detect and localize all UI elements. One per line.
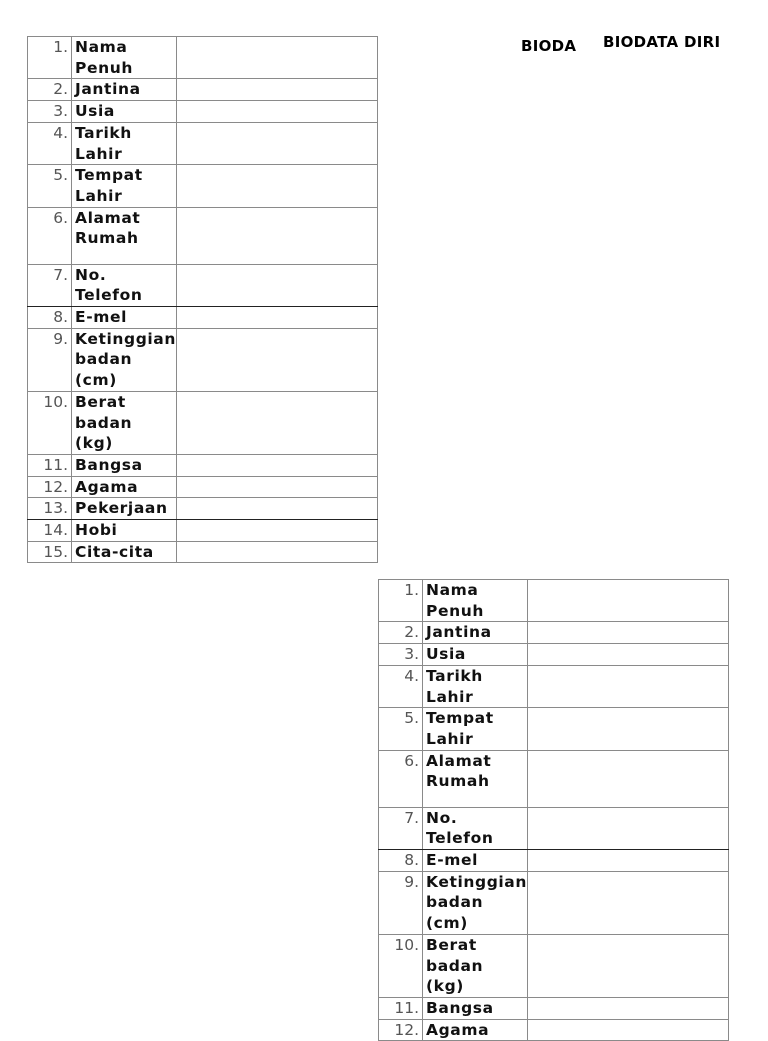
row-label: No. Telefon — [72, 264, 177, 306]
row-label: Hobi — [72, 520, 177, 542]
row-label: Tarikh Lahir — [423, 665, 528, 707]
row-value-cell[interactable] — [177, 307, 378, 329]
table-row — [379, 1019, 729, 1041]
table-row — [379, 807, 729, 849]
row-number: 12. — [28, 476, 72, 498]
row-label: E-mel — [72, 307, 177, 329]
row-number: 14. — [28, 520, 72, 542]
row-number: 7. — [28, 264, 72, 306]
table-row — [28, 122, 378, 164]
row-label: E-mel — [423, 850, 528, 872]
row-value-cell[interactable] — [528, 750, 729, 807]
row-label: Nama Penuh — [72, 37, 177, 79]
row-value-cell[interactable] — [528, 665, 729, 707]
row-label: Jantina — [72, 79, 177, 101]
row-label: Usia — [72, 101, 177, 123]
row-label: Usia — [423, 644, 528, 666]
row-number: 8. — [28, 307, 72, 329]
table-row — [28, 541, 378, 563]
row-label: Berat badan (kg) — [423, 934, 528, 997]
row-value-cell[interactable] — [177, 328, 378, 391]
row-number: 6. — [379, 750, 423, 807]
row-label: Jantina — [423, 622, 528, 644]
table-row — [28, 79, 378, 101]
row-value-cell[interactable] — [528, 708, 729, 750]
row-number: 1. — [28, 37, 72, 79]
biodata-table-1 — [27, 36, 378, 563]
table-row — [28, 165, 378, 207]
table-row — [379, 934, 729, 997]
row-number: 8. — [379, 850, 423, 872]
table-row — [379, 665, 729, 707]
row-number: 15. — [28, 541, 72, 563]
table-row — [379, 871, 729, 934]
row-number: 12. — [379, 1019, 423, 1041]
row-value-cell[interactable] — [528, 934, 729, 997]
row-value-cell[interactable] — [177, 101, 378, 123]
biodata-title-clipped: BIODA — [521, 37, 577, 55]
table-row — [28, 101, 378, 123]
biodata-table-2 — [378, 579, 729, 1041]
table-row — [28, 207, 378, 264]
row-number: 1. — [379, 580, 423, 622]
row-label: Nama Penuh — [423, 580, 528, 622]
row-number: 7. — [379, 807, 423, 849]
row-label: Bangsa — [72, 454, 177, 476]
table-row — [28, 264, 378, 306]
row-value-cell[interactable] — [528, 807, 729, 849]
row-value-cell[interactable] — [177, 498, 378, 520]
row-number: 5. — [379, 708, 423, 750]
table-row — [28, 328, 378, 391]
row-value-cell[interactable] — [528, 997, 729, 1019]
table-row — [379, 580, 729, 622]
row-label: Alamat Rumah — [72, 207, 177, 264]
row-number: 3. — [28, 101, 72, 123]
row-label: Tempat Lahir — [72, 165, 177, 207]
row-number: 9. — [379, 871, 423, 934]
row-value-cell[interactable] — [177, 520, 378, 542]
row-label: Pekerjaan — [72, 498, 177, 520]
row-value-cell[interactable] — [177, 165, 378, 207]
table-row — [379, 622, 729, 644]
row-value-cell[interactable] — [528, 622, 729, 644]
row-number: 2. — [379, 622, 423, 644]
row-label: No. Telefon — [423, 807, 528, 849]
row-number: 13. — [28, 498, 72, 520]
row-value-cell[interactable] — [177, 391, 378, 454]
table-row — [28, 520, 378, 542]
row-value-cell[interactable] — [528, 1019, 729, 1041]
table-row — [28, 498, 378, 520]
table-row — [28, 37, 378, 79]
row-value-cell[interactable] — [528, 850, 729, 872]
table-row — [28, 454, 378, 476]
table-row — [28, 307, 378, 329]
row-value-cell[interactable] — [528, 644, 729, 666]
row-label: Cita-cita — [72, 541, 177, 563]
table-row — [28, 391, 378, 454]
row-number: 6. — [28, 207, 72, 264]
row-label: Tarikh Lahir — [72, 122, 177, 164]
row-value-cell[interactable] — [528, 580, 729, 622]
table-row — [28, 476, 378, 498]
row-value-cell[interactable] — [177, 264, 378, 306]
row-number: 11. — [379, 997, 423, 1019]
row-number: 11. — [28, 454, 72, 476]
table-row — [379, 708, 729, 750]
row-number: 9. — [28, 328, 72, 391]
row-number: 4. — [28, 122, 72, 164]
row-number: 3. — [379, 644, 423, 666]
row-label: Bangsa — [423, 997, 528, 1019]
row-number: 10. — [28, 391, 72, 454]
row-value-cell[interactable] — [177, 37, 378, 79]
table-row — [379, 750, 729, 807]
row-label: Berat badan (kg) — [72, 391, 177, 454]
row-number: 5. — [28, 165, 72, 207]
row-label: Ketinggian badan (cm) — [72, 328, 177, 391]
row-number: 10. — [379, 934, 423, 997]
row-value-cell[interactable] — [177, 122, 378, 164]
row-label: Agama — [423, 1019, 528, 1041]
row-number: 2. — [28, 79, 72, 101]
row-value-cell[interactable] — [177, 454, 378, 476]
row-value-cell[interactable] — [177, 541, 378, 563]
table-row — [379, 644, 729, 666]
row-value-cell[interactable] — [528, 871, 729, 934]
row-value-cell[interactable] — [177, 207, 378, 264]
row-label: Agama — [72, 476, 177, 498]
table-row — [379, 997, 729, 1019]
table-row — [379, 850, 729, 872]
biodata-title: BIODATA DIRI — [603, 33, 721, 51]
row-value-cell[interactable] — [177, 476, 378, 498]
row-label: Tempat Lahir — [423, 708, 528, 750]
row-label: Alamat Rumah — [423, 750, 528, 807]
row-number: 4. — [379, 665, 423, 707]
row-label: Ketinggian badan (cm) — [423, 871, 528, 934]
row-value-cell[interactable] — [177, 79, 378, 101]
